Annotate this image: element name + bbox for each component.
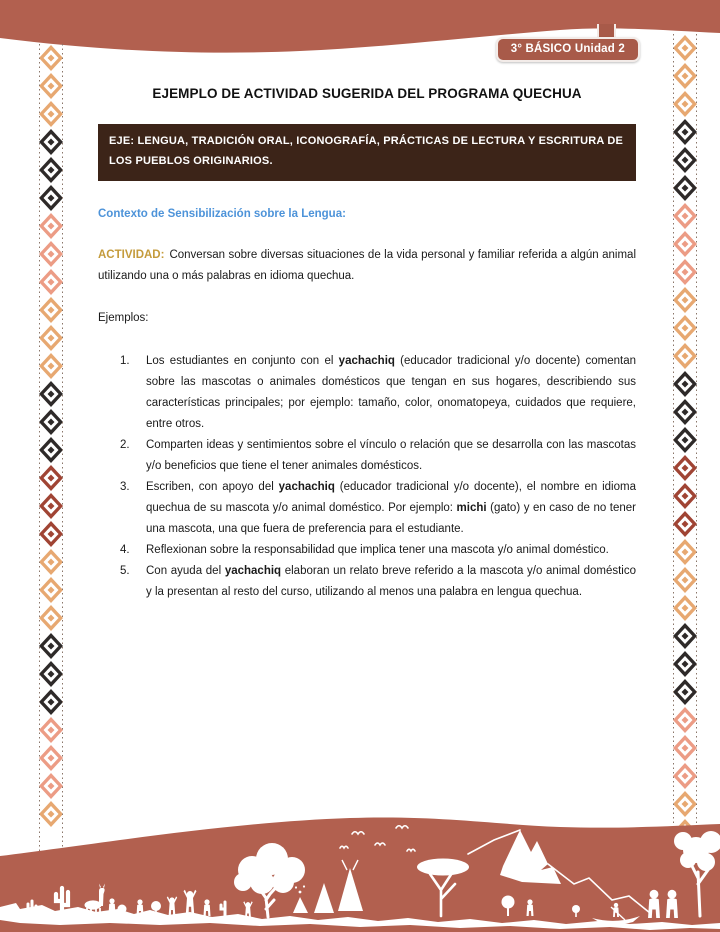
- example-number: 2.: [120, 438, 130, 451]
- activity-label: ACTIVIDAD:: [98, 248, 165, 261]
- example-number: 1.: [120, 354, 130, 367]
- right-border-pattern: [672, 34, 698, 852]
- eje-banner: EJE: LENGUA, TRADICIÓN ORAL, ICONOGRAFÍA, PRÁCTICAS DE LECTURA Y ESCRITURA DE LOS PUEBLOS ORIGINARIOS.: [98, 124, 636, 181]
- page-title: EJEMPLO DE ACTIVIDAD SUGERIDA DEL PROGRAMA QUECHUA: [152, 86, 582, 101]
- left-border-pattern: [38, 44, 64, 852]
- example-item: [120, 477, 636, 540]
- examples-heading: Ejemplos:: [98, 311, 149, 324]
- example-item: [120, 561, 636, 603]
- activity-text: Conversan sobre diversas situaciones de la vida personal y familiar referida a algún animal utilizando una o más palabras en idioma quechua.: [98, 248, 636, 282]
- example-item: [120, 540, 636, 561]
- example-text: Con ayuda del yachachiq elaboran un relato breve referido a la mascota y/o animal doméstico y la presentan al resto del curso, utilizando al menos una palabra en lengua quechua.: [146, 564, 636, 598]
- example-number: 5.: [120, 564, 130, 577]
- example-number: 4.: [120, 543, 130, 556]
- context-heading: Contexto de Sensibilización sobre la Lengua:: [98, 207, 346, 220]
- example-number: 3.: [120, 480, 130, 493]
- example-text: Los estudiantes en conjunto con el yachachiq (educador tradicional y/o docente) comentan sobre las mascotas o animales domésticos que tengan en sus hogares, describiendo sus características principales; por ejemplo: tamaño, color, onomatopeya, cuidados que requiere, entre otros.: [146, 354, 637, 430]
- unit-label: 3° BÁSICO Unidad 2: [496, 37, 640, 62]
- content-area: [98, 86, 636, 603]
- example-text: Comparten ideas y sentimientos sobre el vínculo o relación que se desarrolla con las mascotas y/o beneficios que tiene el tener animales domésticos.: [146, 438, 636, 472]
- examples-list: [98, 351, 636, 603]
- example-text: Reflexionan sobre la responsabilidad que implica tener una mascota y/o animal doméstico.: [146, 543, 609, 556]
- activity-paragraph: [98, 245, 636, 287]
- example-item: [120, 351, 636, 435]
- footer-illustration: [0, 812, 720, 932]
- example-item: [120, 435, 636, 477]
- example-text: Escriben, con apoyo del yachachiq (educador tradicional y/o docente), el nombre en idioma quechua de su mascota y/o animal doméstico. Por ejemplo: michi (gato) y en caso de no tener una mascota, una que fuera de preferencia para el estudiante.: [146, 480, 636, 535]
